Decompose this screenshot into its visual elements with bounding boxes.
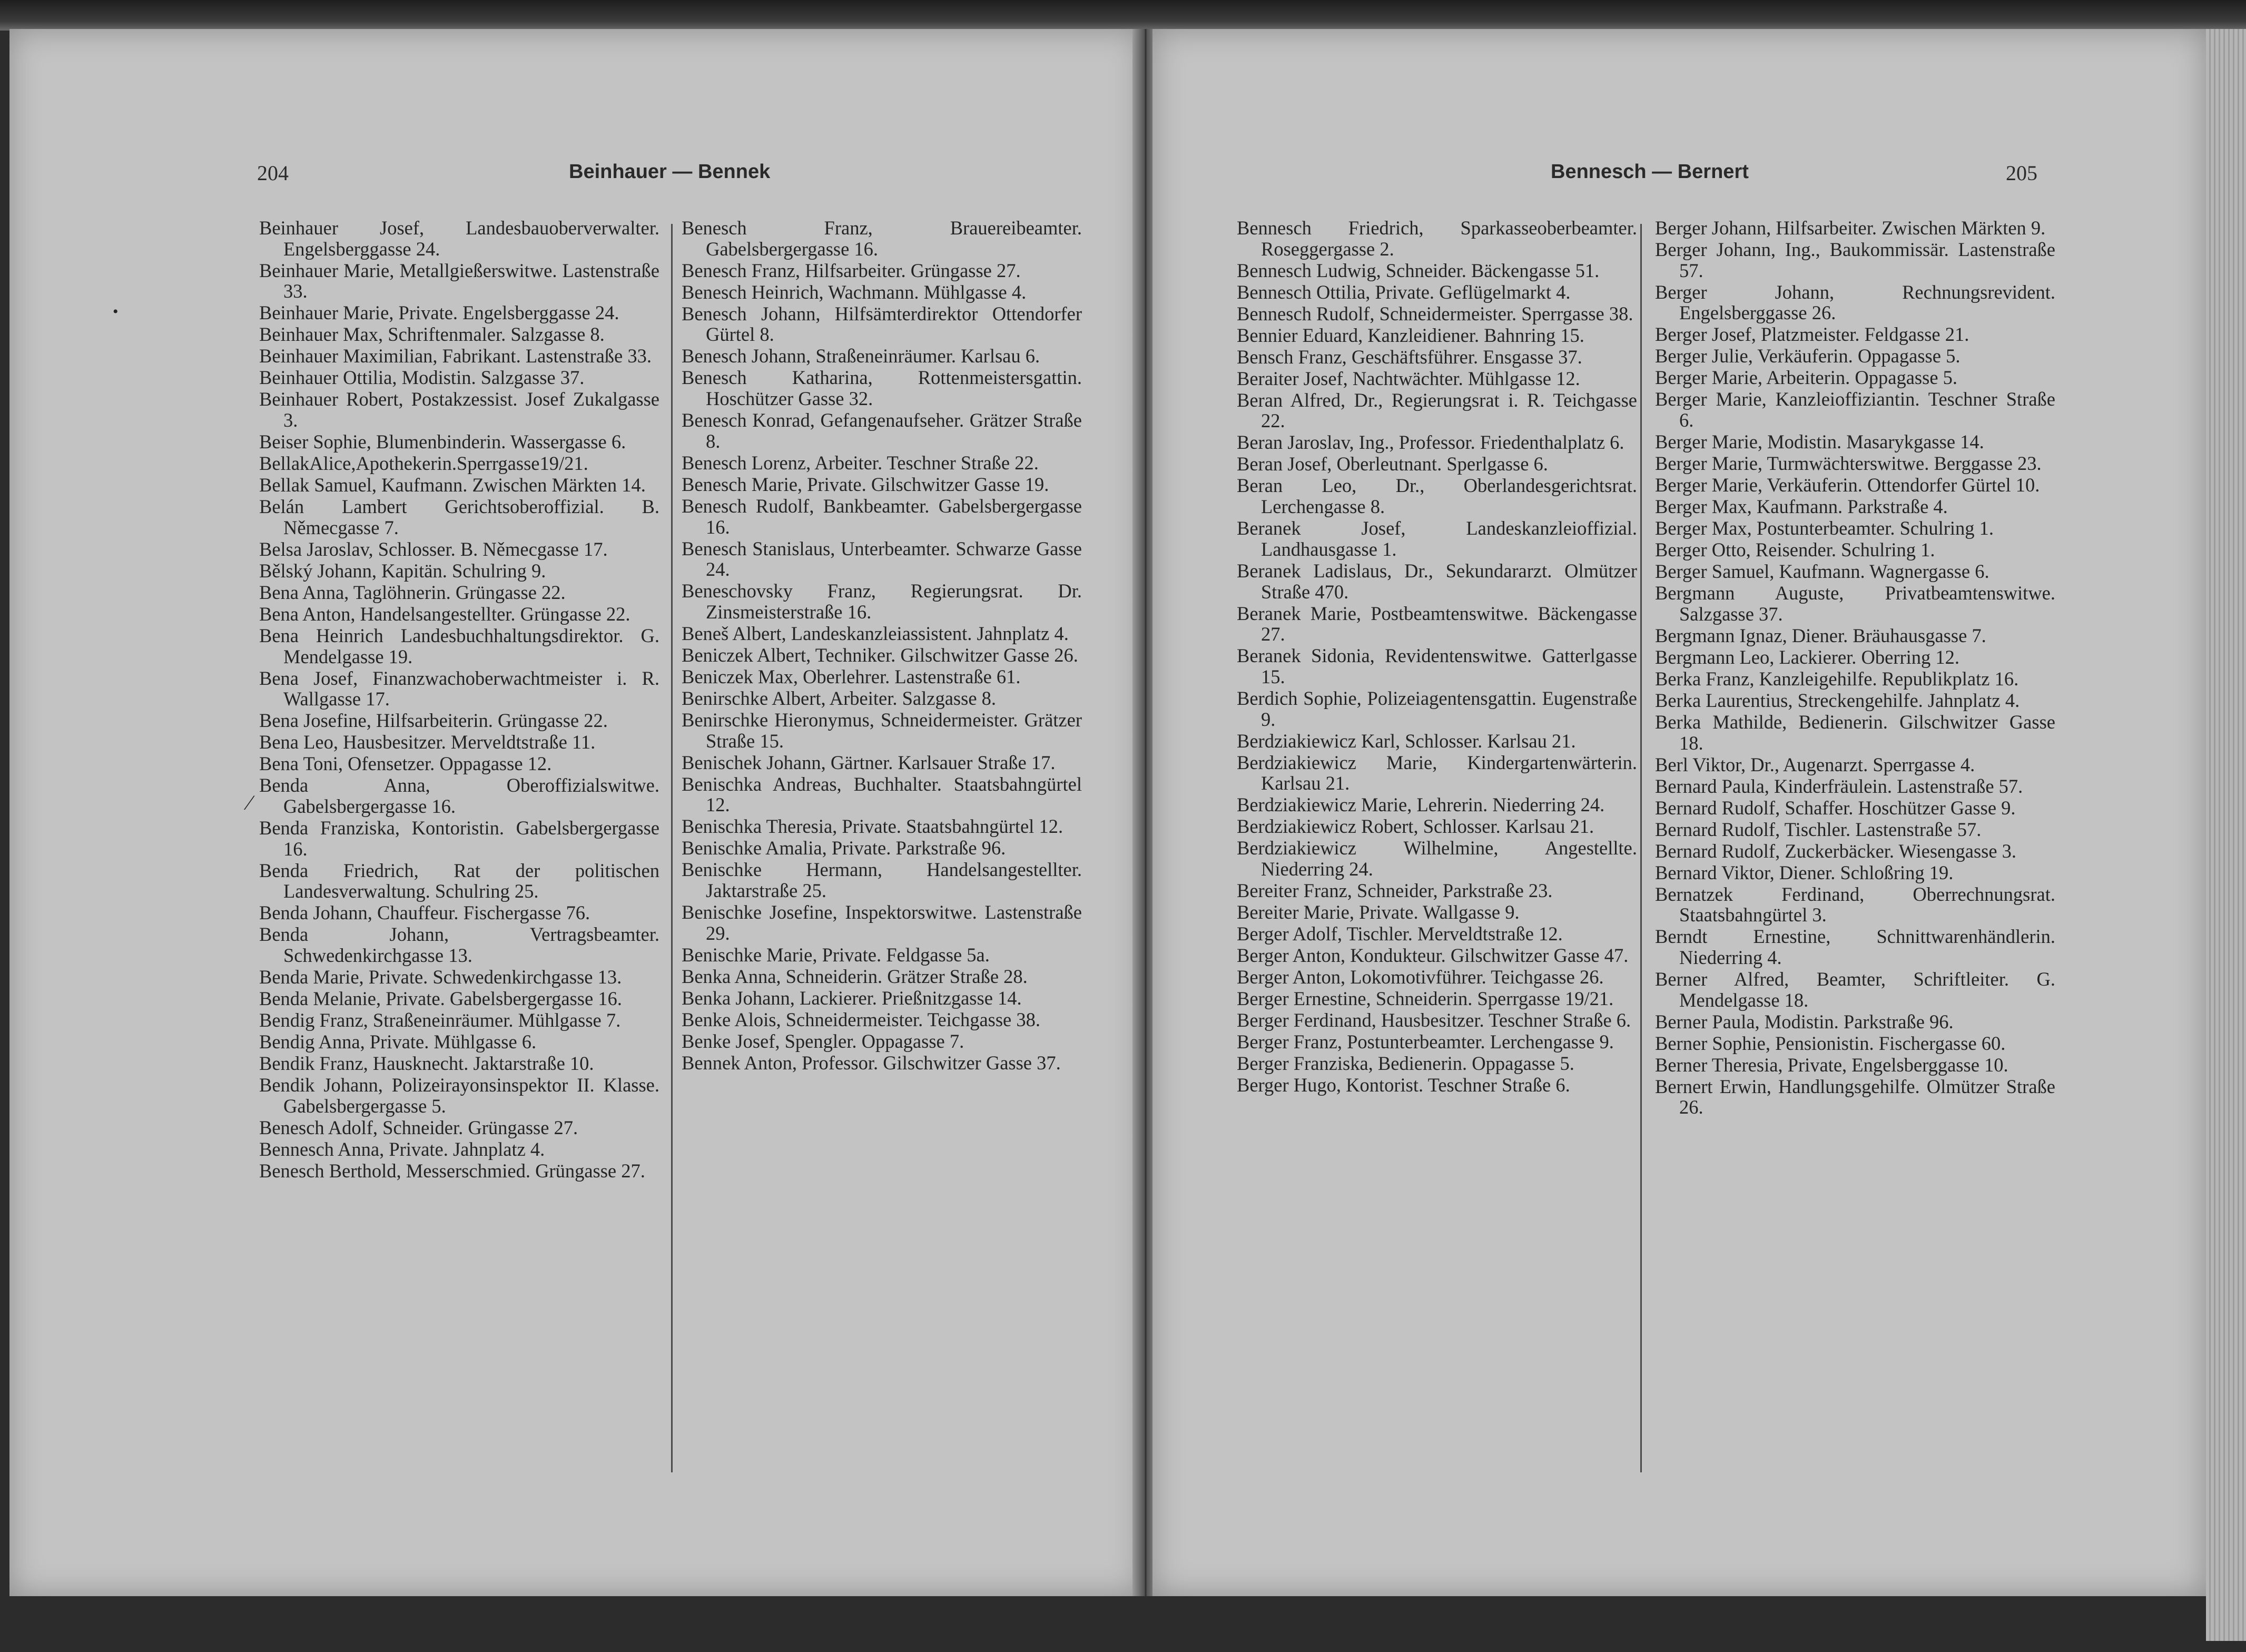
directory-entry: Benirschke Albert, Arbeiter. Salzgasse 8. <box>682 687 997 709</box>
directory-entry: Berger Hugo, Kontorist. Teschner Straße 6. <box>1237 1074 1570 1096</box>
directory-entry: Berner Paula, Modistin. Parkstraße 96. <box>1655 1010 1954 1032</box>
directory-entry: Benischke Marie, Private. Feldgasse 5a. <box>682 943 990 966</box>
directory-entry: Bernard Paula, Kinderfräulein. Lastenstraße 57. <box>1655 775 2023 797</box>
directory-entry: Benischek Johann, Gärtner. Karlsauer Straße 17. <box>682 751 1056 773</box>
column-divider <box>1640 224 1642 1472</box>
directory-entry: Berka Laurentius, Streckengehilfe. Jahnplatz 4. <box>1655 689 2020 711</box>
directory-entry: Bernard Rudolf, Zuckerbäcker. Wiesengasse 3. <box>1655 840 2017 862</box>
directory-entry: Berdziakiewicz Marie, Kindergartenwärterin. Karlsau 21. <box>1237 751 1637 794</box>
directory-entry: Bena Anna, Taglöhnerin. Grüngasse 22. <box>259 581 566 603</box>
directory-entry: Bena Anton, Handelsangestellter. Grüngasse 22. <box>259 603 631 625</box>
right-page <box>1152 29 2206 1596</box>
directory-entry: Berdziakiewicz Robert, Schlosser. Karlsau 21. <box>1237 815 1594 838</box>
directory-entry: Berger Otto, Reisender. Schulring 1. <box>1655 539 1935 561</box>
directory-entry: Beniczek Albert, Techniker. Gilschwitzer Gasse 26. <box>682 644 1078 666</box>
directory-entry: Berdziakiewicz Marie, Lehrerin. Niederring 24. <box>1237 794 1605 816</box>
directory-entry: Bendik Johann, Polizeirayonsinspektor II. Klasse. Gabelsbergergasse 5. <box>259 1074 659 1117</box>
directory-entry: Belán Lambert Gerichtsoberoffizial. B. Němecgasse 7. <box>259 496 659 538</box>
left-page-number: 204 <box>257 161 289 185</box>
directory-entry: Benesch Johann, Straßeneinräumer. Karlsau 6. <box>682 345 1040 367</box>
directory-entry: Beranek Sidonia, Revidentenswitwe. Gatterlgasse 15. <box>1237 645 1637 687</box>
directory-entry: Bernard Rudolf, Schaffer. Hoschützer Gasse 9. <box>1655 796 2016 819</box>
directory-entry: Benke Josef, Spengler. Oppagasse 7. <box>682 1030 964 1052</box>
left-running-head: Beinhauer — Bennek <box>569 161 771 183</box>
left-page <box>9 29 1142 1596</box>
directory-entry: Benischka Andreas, Buchhalter. Staatsbahngürtel 12. <box>682 773 1082 816</box>
directory-entry: Berger Marie, Turmwächterswitwe. Berggasse 23. <box>1655 453 2042 475</box>
directory-entry: Berdziakiewicz Wilhelmine, Angestellte. Niederring 24. <box>1237 837 1637 880</box>
directory-entry: Berger Max, Kaufmann. Parkstraße 4. <box>1655 496 1948 518</box>
right-running-head: Bennesch — Bernert <box>1551 161 1749 183</box>
directory-entry: Bělský Johann, Kapitän. Schulring 9. <box>259 559 546 582</box>
directory-entry: Bena Josefine, Hilfsarbeiterin. Grüngasse 22. <box>259 710 608 732</box>
directory-entry: Bennesch Anna, Private. Jahnplatz 4. <box>259 1138 545 1160</box>
directory-entry: Bereiter Franz, Schneider, Parkstraße 23. <box>1237 880 1553 902</box>
directory-entry: Beran Jaroslav, Ing., Professor. Friedenthalplatz 6. <box>1237 431 1624 454</box>
directory-entry: Belsa Jaroslav, Schlosser. B. Němecgasse 17. <box>259 538 608 560</box>
directory-entry: Berndt Ernestine, Schnittwarenhändlerin. Niederring 4. <box>1655 926 2055 968</box>
directory-entry: Berger Anton, Lokomotivführer. Teichgasse 26. <box>1237 966 1604 988</box>
directory-entry: Beniczek Max, Oberlehrer. Lastenstraße 61. <box>682 665 1021 687</box>
directory-entry: Bergmann Ignaz, Diener. Bräuhausgasse 7. <box>1655 624 1986 646</box>
directory-entry: Berka Franz, Kanzleigehilfe. Republikplatz 16. <box>1655 667 2019 690</box>
right-page-number: 205 <box>2006 161 2037 185</box>
directory-entry: Bendig Anna, Private. Mühlgasse 6. <box>259 1031 537 1053</box>
directory-entry: Bennesch Friedrich, Sparkasseoberbeamter. Roseggergasse 2. <box>1237 217 1637 260</box>
directory-entry: Bernard Rudolf, Tischler. Lastenstraße 57. <box>1655 818 1982 840</box>
directory-entry: Berger Johann, Rechnungsrevident. Engelsberggasse 26. <box>1655 281 2055 324</box>
directory-entry: Berger Ernestine, Schneiderin. Sperrgasse 19/21. <box>1237 988 1614 1010</box>
directory-entry: Berger Johann, Hilfsarbeiter. Zwischen Märkten 9. <box>1655 217 2046 239</box>
directory-entry: Benesch Johann, Hilfsämterdirektor Ottendorfer Gürtel 8. <box>682 302 1082 346</box>
left-column-2 <box>682 218 1082 1074</box>
directory-entry: Benesch Lorenz, Arbeiter. Teschner Straße 22. <box>682 451 1039 474</box>
directory-entry: Beranek Ladislaus, Dr., Sekundararzt. Olmützer Straße 470. <box>1237 559 1637 603</box>
directory-entry: Berner Theresia, Private, Engelsberggasse 10. <box>1655 1054 2008 1076</box>
directory-entry: Bereiter Marie, Private. Wallgasse 9. <box>1237 901 1520 923</box>
column-divider <box>671 224 673 1472</box>
directory-entry: Beran Alfred, Dr., Regierungsrat i. R. Teichgasse 22. <box>1237 389 1637 432</box>
directory-entry: Berdich Sophie, Polizeiagentensgattin. Eugenstraße 9. <box>1237 687 1637 730</box>
right-column-2 <box>1655 218 2055 1118</box>
directory-entry: Benischke Hermann, Handelsangestellter. Jaktarstraße 25. <box>682 859 1082 902</box>
directory-entry: Benda Franziska, Kontoristin. Gabelsbergergasse 16. <box>259 817 659 860</box>
directory-entry: Benesch Heinrich, Wachmann. Mühlgasse 4. <box>682 281 1027 303</box>
directory-entry: Berger Adolf, Tischler. Merveldtstraße 12. <box>1237 923 1563 945</box>
directory-entry: Benesch Konrad, Gefangenaufseher. Grätzer Straße 8. <box>682 409 1082 452</box>
directory-entry: Beinhauer Josef, Landesbauoberverwalter. Engelsberggasse 24. <box>259 217 659 260</box>
directory-entry: Berdziakiewicz Karl, Schlosser. Karlsau 21. <box>1237 730 1576 752</box>
directory-entry: Beran Leo, Dr., Oberlandesgerichtsrat. Lerchengasse 8. <box>1237 475 1637 518</box>
directory-entry: Beinhauer Ottilia, Modistin. Salzgasse 37. <box>259 367 585 389</box>
directory-entry: Beinhauer Max, Schriftenmaler. Salzgasse 8. <box>259 323 605 346</box>
directory-entry: Bendig Franz, Straßeneinräumer. Mühlgasse 7. <box>259 1009 621 1031</box>
directory-entry: Bernatzek Ferdinand, Oberrechnungsrat. Staatsbahngürtel 3. <box>1655 883 2055 926</box>
directory-entry: Berger Samuel, Kaufmann. Wagnergasse 6. <box>1655 560 1989 583</box>
directory-entry: Benda Friedrich, Rat der politischen Landesverwaltung. Schulring 25. <box>259 859 659 902</box>
directory-entry: Berger Franz, Postunterbeamter. Lerchengasse 9. <box>1237 1031 1614 1053</box>
directory-entry: Beinhauer Marie, Metallgießerswitwe. Lastenstraße 33. <box>259 259 659 302</box>
directory-entry: Bennier Eduard, Kanzleidiener. Bahnring 15. <box>1237 324 1584 346</box>
directory-entry: Beinhauer Robert, Postakzessist. Josef Zukalgasse 3. <box>259 388 659 431</box>
directory-entry: Bellak Samuel, Kaufmann. Zwischen Märkten 14. <box>259 474 646 496</box>
directory-entry: Bernert Erwin, Handlungsgehilfe. Olmützer Straße 26. <box>1655 1075 2055 1118</box>
directory-entry: Bennek Anton, Professor. Gilschwitzer Gasse 37. <box>682 1051 1061 1074</box>
directory-entry: Benda Johann, Vertragsbeamter. Schwedenkirchgasse 13. <box>259 923 659 967</box>
directory-entry: Berger Marie, Modistin. Masarykgasse 14. <box>1655 431 1984 453</box>
directory-entry: Berner Sophie, Pensionistin. Fischergasse 60. <box>1655 1032 2006 1054</box>
directory-entry: Bena Toni, Ofensetzer. Oppagasse 12. <box>259 753 552 775</box>
directory-entry: Berger Marie, Arbeiterin. Oppagasse 5. <box>1655 367 1958 389</box>
directory-entry: Benischka Theresia, Private. Staatsbahngürtel 12. <box>682 815 1063 838</box>
directory-entry: Bernard Viktor, Diener. Schloßring 19. <box>1655 861 1954 883</box>
directory-entry: Berger Marie, Verkäuferin. Ottendorfer Gürtel 10. <box>1655 474 2040 496</box>
directory-entry: Benesch Franz, Brauereibeamter. Gabelsbergergasse 16. <box>682 217 1082 260</box>
directory-entry: Bena Leo, Hausbesitzer. Merveldtstraße 11. <box>259 731 596 753</box>
directory-entry: Bennesch Ottilia, Private. Geflügelmarkt 4. <box>1237 281 1571 303</box>
directory-entry: Benke Alois, Schneidermeister. Teichgasse 38. <box>682 1008 1041 1030</box>
right-column-1 <box>1237 218 1637 1096</box>
directory-entry: Berger Ferdinand, Hausbesitzer. Teschner Straße 6. <box>1237 1009 1631 1031</box>
pencil-tick-mark: ⁄ <box>248 791 251 814</box>
directory-entry: Benesch Franz, Hilfsarbeiter. Grüngasse 27. <box>682 259 1021 281</box>
directory-entry: Bennesch Rudolf, Schneidermeister. Sperrgasse 38. <box>1237 302 1633 324</box>
directory-entry: Benischke Josefine, Inspektorswitwe. Lastenstraße 29. <box>682 901 1082 944</box>
directory-entry: Benka Anna, Schneiderin. Grätzer Straße 28. <box>682 965 1028 987</box>
directory-entry: Berger Julie, Verkäuferin. Oppagasse 5. <box>1655 345 1961 367</box>
directory-entry: Bergmann Leo, Lackierer. Oberring 12. <box>1655 646 1960 668</box>
directory-entry: Berger Franziska, Bedienerin. Oppagasse 5. <box>1237 1053 1574 1075</box>
directory-entry: Beranek Marie, Postbeamtenswitwe. Bäckengasse 27. <box>1237 602 1637 645</box>
directory-entry: Beneschovsky Franz, Regierungsrat. Dr. Zinsmeisterstraße 16. <box>682 580 1082 623</box>
directory-entry: Berger Max, Postunterbeamter. Schulring 1. <box>1655 517 1994 539</box>
left-column-1 <box>259 218 659 1182</box>
directory-entry: Benesch Rudolf, Bankbeamter. Gabelsbergergasse 16. <box>682 495 1082 538</box>
directory-entry: Bena Heinrich Landesbuchhaltungsdirektor. G. Mendelgasse 19. <box>259 624 659 667</box>
directory-entry: Benda Marie, Private. Schwedenkirchgasse 13. <box>259 966 622 988</box>
directory-entry: Berger Marie, Kanzleioffiziantin. Teschner Straße 6. <box>1655 388 2055 431</box>
directory-entry: Berl Viktor, Dr., Augenarzt. Sperrgasse 4. <box>1655 753 1975 775</box>
directory-entry: Benesch Marie, Private. Gilschwitzer Gasse 19. <box>682 473 1049 495</box>
margin-dot: • <box>113 303 119 320</box>
directory-entry: Benda Melanie, Private. Gabelsbergergasse 16. <box>259 988 622 1010</box>
directory-entry: Benesch Katharina, Rottenmeistersgattin. Hoschützer Gasse 32. <box>682 367 1082 410</box>
directory-entry: Beranek Josef, Landeskanzleioffizial. Landhausgasse 1. <box>1237 517 1637 560</box>
directory-entry: Benischke Amalia, Private. Parkstraße 96. <box>682 837 1006 859</box>
scan-background <box>0 0 2246 31</box>
directory-entry: Berger Josef, Platzmeister. Feldgasse 21. <box>1655 323 1969 346</box>
directory-entry: Benka Johann, Lackierer. Prießnitzgasse 14. <box>682 987 1022 1009</box>
directory-entry: BellakAlice,Apothekerin.Sperrgasse19/21. <box>259 453 588 475</box>
directory-entry: Beiser Sophie, Blumenbinderin. Wassergasse 6. <box>259 431 626 453</box>
directory-entry: Berka Mathilde, Bedienerin. Gilschwitzer Gasse 18. <box>1655 711 2055 754</box>
directory-entry: Berner Alfred, Beamter, Schriftleiter. G. Mendelgasse 18. <box>1655 968 2055 1011</box>
directory-entry: Bena Josef, Finanzwachoberwachtmeister i. R. Wallgasse 17. <box>259 667 659 710</box>
directory-entry: Bensch Franz, Geschäftsführer. Ensgasse 37. <box>1237 346 1582 368</box>
directory-entry: Beinhauer Marie, Private. Engelsberggasse 24. <box>259 302 619 324</box>
directory-entry: Benesch Stanislaus, Unterbeamter. Schwarze Gasse 24. <box>682 537 1082 581</box>
directory-entry: Beinhauer Maximilian, Fabrikant. Lastenstraße 33. <box>259 345 652 367</box>
directory-entry: Benda Johann, Chauffeur. Fischergasse 76. <box>259 902 590 924</box>
directory-entry: Benesch Berthold, Messerschmied. Grüngasse 27. <box>259 1159 645 1182</box>
directory-entry: Beran Josef, Oberleutnant. Sperlgasse 6. <box>1237 453 1548 475</box>
directory-entry: Beraiter Josef, Nachtwächter. Mühlgasse 12. <box>1237 367 1580 389</box>
directory-entry: Benirschke Hieronymus, Schneidermeister. Grätzer Straße 15. <box>682 709 1082 752</box>
directory-entry: Berger Anton, Kondukteur. Gilschwitzer Gasse 47. <box>1237 945 1629 967</box>
directory-entry: Bennesch Ludwig, Schneider. Bäckengasse 51. <box>1237 259 1600 281</box>
directory-entry: Benda Anna, Oberoffizialswitwe. Gabelsbergergasse 16. <box>259 774 659 817</box>
directory-entry: Bergmann Auguste, Privatbeamtenswitwe. Salzgasse 37. <box>1655 582 2055 625</box>
page-edges <box>2206 29 2246 1641</box>
directory-entry: Bendik Franz, Hausknecht. Jaktarstraße 10. <box>259 1053 594 1075</box>
directory-entry: Berger Johann, Ing., Baukommissär. Lastenstraße 57. <box>1655 239 2055 281</box>
directory-entry: Benesch Adolf, Schneider. Grüngasse 27. <box>259 1116 578 1138</box>
directory-entry: Beneš Albert, Landeskanzleiassistent. Jahnplatz 4. <box>682 622 1069 644</box>
